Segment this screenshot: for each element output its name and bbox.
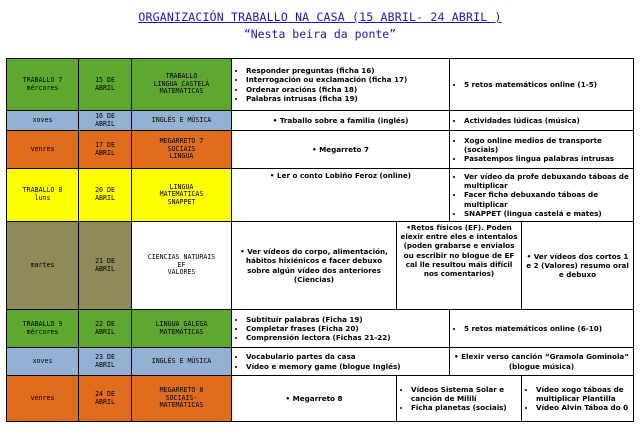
list-item: • Ordenar oracións (ficha 18) (246, 85, 447, 94)
task-cell (397, 376, 522, 422)
list-item: Megarreto 8 (292, 393, 343, 403)
list-item: • Xogo online medios de transporte (sociais) (464, 136, 631, 154)
schedule-table (6, 58, 634, 422)
day-cell: TRABALLO 9 mércores (7, 310, 79, 348)
list-item: • Responder preguntas (ficha 16) (246, 66, 447, 75)
task-cell (450, 310, 634, 348)
list-item: • Pasatempos lingua palabras intrusas (464, 154, 631, 163)
list-item: • Comprensión lectora (Fichas 21-22) (246, 333, 447, 342)
subject-cell: TRABALLO LINGUA CASTELÁ MATEMÁTICAS (132, 59, 232, 111)
day-cell: TRABALLO 8 luns (7, 169, 79, 222)
table-row (7, 222, 634, 310)
subject-cell: INGLÉS E MÚSICA (132, 111, 232, 131)
task-cell: • Ler o conto Lobiño Feroz (online) (232, 169, 450, 222)
list-item: • Interrogación ou exclamación (ficha 17) (246, 75, 447, 84)
day-cell: martes (7, 222, 79, 310)
subject-cell: INGLÉS E MÚSICA (132, 348, 232, 376)
list-item: • Vídeo Alvin Táboa do 0 (536, 403, 631, 412)
task-cell: • Ver vídeos dos cortos 1 e 2 (Valores) resumo oral e debuxo (522, 222, 634, 310)
list-item: Ver vídeos dos cortos 1 e 2 (Valores) resumo oral e debuxo (526, 251, 629, 280)
date-cell: 21 DE ABRIL (79, 222, 132, 310)
date-cell: 20 DE ABRIL (79, 169, 132, 222)
day-cell: xoves (7, 348, 79, 376)
list-item: Traballo sobre a familia (inglés) (279, 115, 409, 125)
list-item: Ler o conto Lobiño Feroz (online) (277, 171, 412, 180)
task-cell (450, 59, 634, 111)
list-item: • Actividades lúdicas (música) (464, 116, 631, 125)
task-cell: • Megarreto 8 (232, 376, 397, 422)
list-item: • Ver vídeo da profe debuxando táboas de multiplicar (464, 172, 631, 190)
task-cell (232, 310, 450, 348)
list-item: • SNAPPET (lingua castelá e mates) (464, 209, 631, 218)
date-cell: 24 DE ABRIL (79, 376, 132, 422)
list-item: • Vocabulario partes da casa (246, 352, 447, 361)
list-item: • Palabras intrusas (ficha 19) (246, 94, 447, 103)
table-row (7, 310, 634, 348)
list-item: • Ficha planetas (sociais) (411, 403, 519, 412)
table-row (7, 169, 634, 222)
table-row (7, 131, 634, 169)
list-item: Megarreto 7 (319, 144, 369, 154)
day-cell: xoves (7, 111, 79, 131)
table-row (7, 376, 634, 422)
subject-cell: CIENCIAS NATURAIS EF VALORES (132, 222, 232, 310)
task-cell (232, 348, 450, 376)
table-row (7, 59, 634, 111)
date-cell: 22 DE ABRIL (79, 310, 132, 348)
date-cell: 17 DE ABRIL (79, 131, 132, 169)
list-item: • 5 retos matemáticos online (6-10) (464, 324, 631, 333)
task-cell (522, 376, 634, 422)
day-cell: TRABALLO 7 mércores (7, 59, 79, 111)
task-cell: • Ver vídeos do corpo, alimentación, hábitos hixiénicos e facer debuxo sobre algún vídeo dos anteriores (Ciencias) (232, 222, 397, 310)
task-cell (450, 111, 634, 131)
task-cell: • Elexir verso canción “Gramola Gominola” (blogue música) (450, 348, 634, 376)
list-item: Ver vídeos do corpo, alimentación, hábitos hixiénicos e facer debuxo sobre algún vídeo dos anteriores (Ciencias) (245, 247, 388, 284)
subject-cell: MEGARRETO 7 SOCIAIS LINGUA (132, 131, 232, 169)
day-cell: venres (7, 376, 79, 422)
task-cell (232, 59, 450, 111)
page-title: ORGANIZACIÓN TRABALLO NA CASA (15 ABRIL- 24 ABRIL ) (138, 10, 502, 24)
task-cell (450, 169, 634, 222)
day-cell: venres (7, 131, 79, 169)
list-item: Elexir verso canción “Gramola Gominola” (blogue música) (461, 352, 629, 371)
task-cell: • Megarreto 7 (232, 131, 450, 169)
list-item: • Vídeo xogo táboas de multiplicar Plantilla (536, 385, 631, 403)
subject-cell: LINGUA MATEMÁTICAS SNAPPET (132, 169, 232, 222)
subject-cell: LINGUA GALEGA MATEMÁTICAS (132, 310, 232, 348)
subject-cell: MEGARRETO 8 SOCIAIS- MATEMÁTICAS (132, 376, 232, 422)
task-cell: • Traballo sobre a familia (inglés) (232, 111, 450, 131)
date-cell: 15 DE ABRIL (79, 59, 132, 111)
list-item: Retos físicos (EF). Poden elexir entre eles e intentalos (poden grabarse e envialos ou escribir no blogue de EF cal lle resultou máis difícil nos comentarios) (400, 223, 518, 279)
list-item: • Facer ficha debuxando táboas de multiplicar (464, 190, 631, 208)
list-item: • Completar frases (Ficha 20) (246, 324, 447, 333)
list-item: • Vídeo e memory game (blogue Inglés) (246, 362, 447, 371)
table-row (7, 348, 634, 376)
table-row (7, 111, 634, 131)
page-subtitle: “Nesta beira da ponte” (243, 27, 397, 41)
date-cell: 23 DE ABRIL (79, 348, 132, 376)
list-item: • Vídeos Sistema Solar e canción de Mililí (411, 385, 519, 403)
date-cell: 16 DE ABRIL (79, 111, 132, 131)
task-cell (450, 131, 634, 169)
task-cell: •Retos físicos (EF). Poden elexir entre eles e intentalos (poden grabarse e envialos ou escribir no blogue de EF cal lle resultou máis difícil nos comentarios) (397, 222, 522, 310)
list-item: • 5 retos matemáticos online (1-5) (464, 80, 631, 89)
list-item: • Subtituír palabras (Ficha 19) (246, 315, 447, 324)
